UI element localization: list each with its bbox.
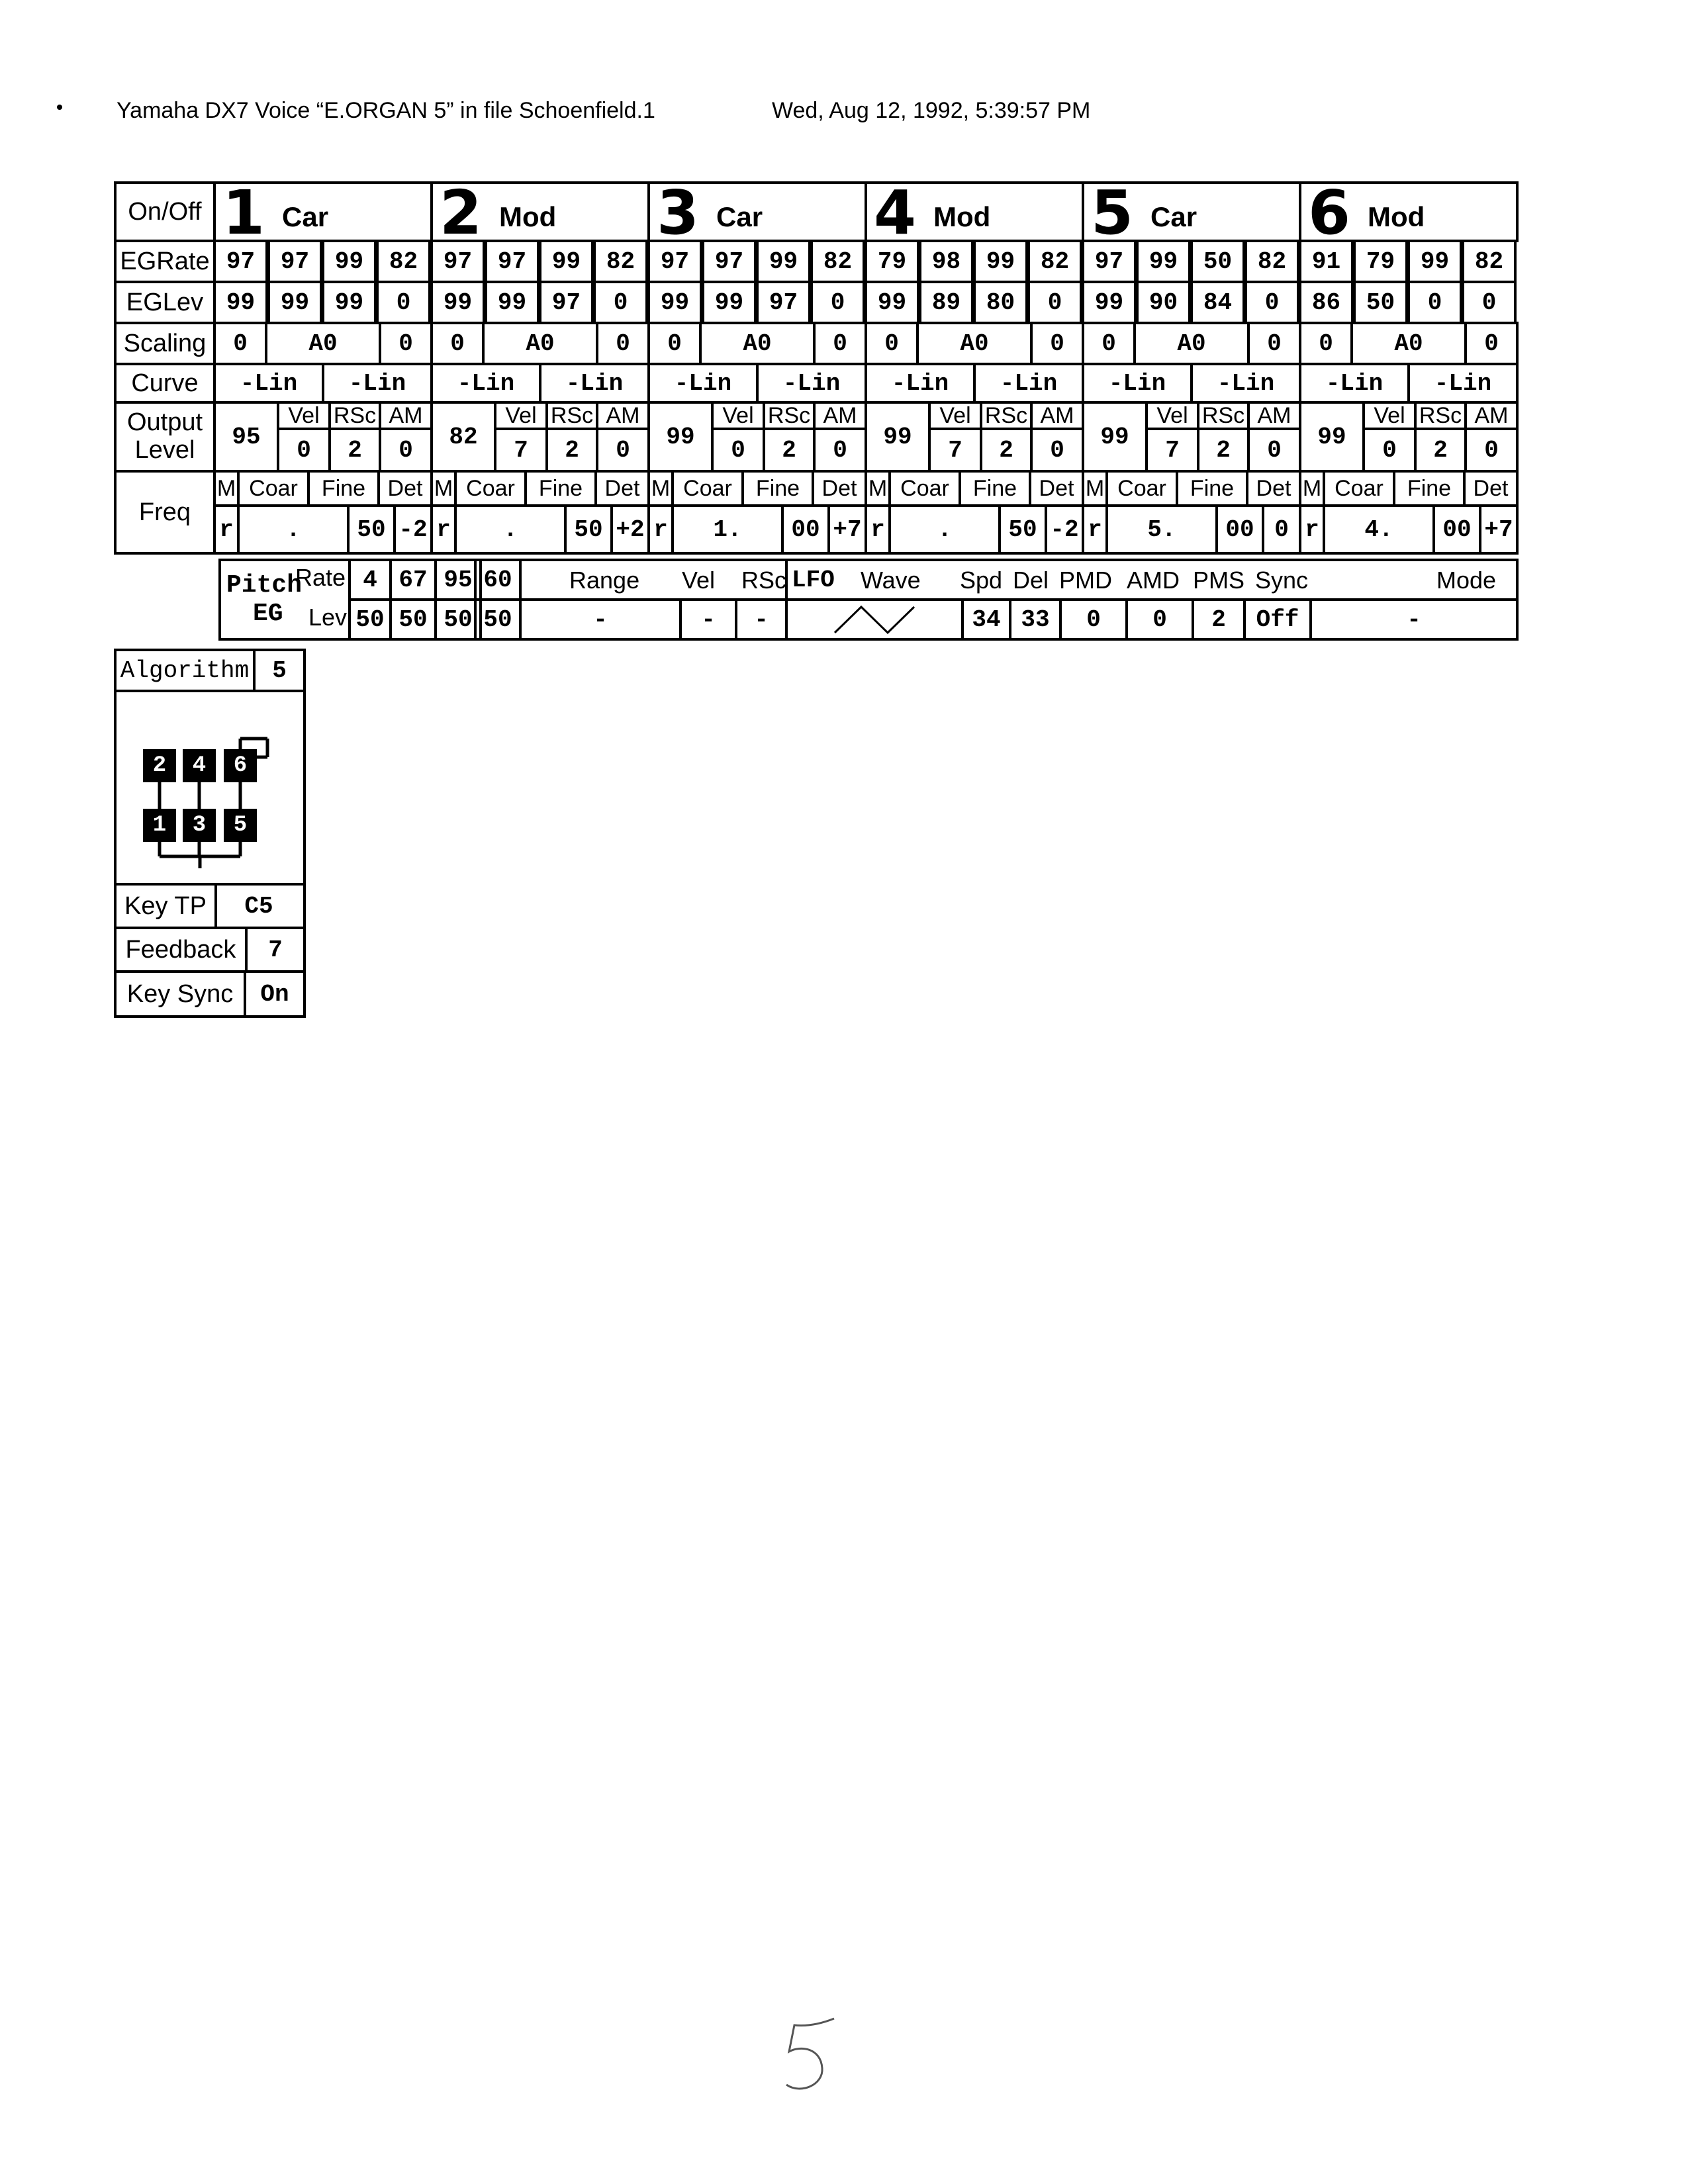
algorithm-operator-box: 1	[143, 809, 176, 842]
operator-type: Car	[716, 201, 763, 232]
vel-sensitivity-value: 0	[277, 428, 331, 473]
scaling-right-depth: 0	[813, 322, 867, 365]
egrate-value: 97	[485, 240, 539, 283]
egrate-value: 79	[1353, 240, 1408, 283]
algorithm-number: 5	[253, 649, 306, 692]
freq-coarse-value: .	[888, 504, 1001, 555]
freq-mode-header: M	[865, 470, 891, 507]
eglev-value: 0	[1244, 281, 1299, 324]
freq-mode-header: M	[430, 470, 457, 507]
freq-detune-value: -2	[393, 504, 433, 555]
freq-detune-header: Det	[377, 470, 433, 507]
freq-fine-value: 00	[1432, 504, 1481, 555]
pitch-label: Pitch	[226, 571, 303, 600]
vel-header: Vel	[277, 401, 331, 430]
pitch-eg-rate: 60	[474, 559, 522, 601]
freq-fine-header: Fine	[307, 470, 380, 507]
lfo-sync-value: Off	[1243, 598, 1312, 641]
print-timestamp: Wed, Aug 12, 1992, 5:39:57 PM	[772, 98, 1091, 123]
eglev-value: 84	[1190, 281, 1245, 324]
output-level-value: 99	[1299, 401, 1365, 473]
scaling-right-depth: 0	[596, 322, 650, 365]
freq-fine-value: 50	[347, 504, 396, 555]
scaling-right-depth: 0	[1030, 322, 1084, 365]
rsc-header: RSc	[980, 401, 1033, 430]
scaling-left-depth: 0	[1299, 322, 1353, 365]
eglev-value: 99	[322, 281, 377, 324]
freq-detune-header: Det	[1246, 470, 1301, 507]
curve-right: -Lin	[1190, 363, 1301, 404]
output-level-value: 99	[647, 401, 714, 473]
algorithm-operator-box: 2	[143, 749, 176, 782]
algorithm-diagram	[114, 690, 306, 886]
egrate-value: 82	[593, 240, 648, 283]
row-label-freq: Freq	[114, 470, 216, 555]
egrate-value: 97	[647, 240, 702, 283]
freq-coarse-header: Coar	[671, 470, 744, 507]
rate-scaling-value: 2	[1414, 428, 1467, 473]
scaling-break-point: A0	[265, 322, 381, 365]
scaling-break-point: A0	[699, 322, 816, 365]
document-title: Yamaha DX7 Voice “E.ORGAN 5” in file Schoenfield.1	[117, 98, 655, 123]
scan-speck	[57, 105, 62, 110]
pitch-rsc-value: -	[735, 598, 788, 641]
eglev-value: 99	[647, 281, 702, 324]
scaling-break-point: A0	[1133, 322, 1250, 365]
triangle-wave-icon	[831, 603, 917, 636]
operator-number: 6	[1308, 181, 1351, 242]
pitch-eg-level: 50	[389, 598, 437, 641]
rate-scaling-value: 2	[1197, 428, 1250, 473]
pitch-rsc-label: RSc	[741, 567, 787, 594]
scaling-break-point: A0	[482, 322, 598, 365]
operator-3-header	[647, 181, 867, 242]
am-header: AM	[1247, 401, 1301, 430]
egrate-value: 99	[539, 240, 594, 283]
vel-header: Vel	[1145, 401, 1199, 430]
eglev-value: 97	[756, 281, 811, 324]
operator-type: Mod	[933, 201, 991, 232]
am-header: AM	[596, 401, 650, 430]
algorithm-operator-box: 6	[224, 749, 257, 782]
egrate-value: 99	[1136, 240, 1191, 283]
am-header: AM	[1030, 401, 1084, 430]
eglev-value: 99	[1082, 281, 1137, 324]
freq-coarse-header: Coar	[888, 470, 961, 507]
egrate-value: 99	[973, 240, 1028, 283]
rsc-header: RSc	[1414, 401, 1467, 430]
freq-detune-value: +2	[610, 504, 650, 555]
freq-mode-header: M	[647, 470, 674, 507]
handwritten-number	[774, 2012, 847, 2098]
lfo-pmd-label: PMD	[1059, 567, 1112, 594]
freq-fine-header: Fine	[524, 470, 597, 507]
am-header: AM	[1464, 401, 1519, 430]
eglev-value: 0	[593, 281, 648, 324]
eglev-value: 0	[810, 281, 865, 324]
egrate-value: 97	[267, 240, 322, 283]
pitch-eg-rate: 4	[348, 559, 392, 601]
egrate-value: 82	[810, 240, 865, 283]
eglev-value: 0	[376, 281, 431, 324]
freq-mode-value: r	[213, 504, 240, 555]
pitch-lev-label: Lev	[308, 604, 348, 631]
vel-sensitivity-value: 7	[494, 428, 548, 473]
curve-right: -Lin	[1407, 363, 1519, 404]
freq-detune-value: 0	[1262, 504, 1301, 555]
freq-detune-header: Det	[812, 470, 867, 507]
lfo-mode-value: -	[1309, 598, 1519, 641]
freq-mode-value: r	[647, 504, 674, 555]
vel-header: Vel	[711, 401, 765, 430]
algorithm-operator-box: 4	[183, 749, 216, 782]
vel-header: Vel	[494, 401, 548, 430]
freq-mode-header: M	[1082, 470, 1108, 507]
operator-number: 3	[657, 181, 700, 242]
eglev-value: 97	[539, 281, 594, 324]
eglev-value: 99	[485, 281, 539, 324]
lfo-pms-label: PMS	[1193, 567, 1245, 594]
row-label-curve: Curve	[114, 363, 216, 404]
vel-sensitivity-value: 7	[1145, 428, 1199, 473]
freq-mode-header: M	[1299, 470, 1325, 507]
algorithm-panel	[114, 649, 306, 1018]
pitch-range-value: -	[519, 598, 682, 641]
rsc-header: RSc	[1197, 401, 1250, 430]
egrate-value: 99	[1407, 240, 1462, 283]
eglev-value: 99	[213, 281, 268, 324]
freq-coarse-header: Coar	[454, 470, 527, 507]
freq-fine-header: Fine	[1176, 470, 1248, 507]
freq-fine-header: Fine	[741, 470, 814, 507]
lfo-speed-value: 34	[961, 598, 1011, 641]
freq-coarse-header: Coar	[1105, 470, 1178, 507]
operator-number: 2	[440, 181, 483, 242]
freq-fine-header: Fine	[959, 470, 1031, 507]
am-header: AM	[379, 401, 433, 430]
curve-left: -Lin	[1299, 363, 1410, 404]
operator-number: 4	[874, 181, 917, 242]
freq-fine-value: 50	[564, 504, 613, 555]
freq-detune-value: +7	[1479, 504, 1519, 555]
operator-type: Car	[1150, 201, 1197, 232]
lfo-label: LFO	[792, 567, 835, 594]
freq-coarse-value: 5.	[1105, 504, 1218, 555]
freq-mode-value: r	[1299, 504, 1325, 555]
am-sensitivity-value: 0	[1464, 428, 1519, 473]
lfo-pms-value: 2	[1192, 598, 1246, 641]
freq-mode-header: M	[213, 470, 240, 507]
eglev-value: 99	[430, 281, 485, 324]
lfo-delay-value: 33	[1009, 598, 1062, 641]
vel-header: Vel	[928, 401, 982, 430]
lfo-del-label: Del	[1013, 567, 1049, 594]
rate-scaling-value: 2	[980, 428, 1033, 473]
freq-coarse-value: 4.	[1323, 504, 1435, 555]
pitch-eg-rate: 95	[434, 559, 482, 601]
freq-detune-header: Det	[1463, 470, 1519, 507]
pitch-vel-value: -	[679, 598, 737, 641]
egrate-value: 97	[430, 240, 485, 283]
rate-scaling-value: 2	[545, 428, 598, 473]
output-label: Output	[126, 408, 203, 437]
eglev-value: 86	[1299, 281, 1354, 324]
rsc-header: RSc	[763, 401, 816, 430]
operator-type: Mod	[499, 201, 557, 232]
rate-scaling-value: 2	[328, 428, 381, 473]
scaling-left-depth: 0	[647, 322, 702, 365]
pitch-eg-rate: 67	[389, 559, 437, 601]
operator-1-header	[213, 181, 433, 242]
algorithm-operator-box: 3	[183, 809, 216, 842]
curve-right: -Lin	[539, 363, 650, 404]
lfo-amd-value: 0	[1125, 598, 1194, 641]
pitch-eg-lfo-panel	[218, 559, 1519, 641]
scaling-break-point: A0	[916, 322, 1033, 365]
egrate-value: 50	[1190, 240, 1245, 283]
egrate-value: 97	[1082, 240, 1137, 283]
curve-right: -Lin	[756, 363, 867, 404]
rate-scaling-value: 2	[763, 428, 816, 473]
operator-type: Mod	[1368, 201, 1425, 232]
scaling-left-depth: 0	[1082, 322, 1136, 365]
egrate-value: 82	[376, 240, 431, 283]
algorithm-operator-box: 5	[224, 809, 257, 842]
eglev-value: 89	[919, 281, 974, 324]
curve-right: -Lin	[322, 363, 433, 404]
row-label-egrate: EGRate	[114, 240, 216, 283]
operator-4-header	[865, 181, 1084, 242]
key-sync-value: On	[244, 970, 306, 1018]
row-label-eglev: EGLev	[114, 281, 216, 324]
am-sensitivity-value: 0	[1247, 428, 1301, 473]
egrate-value: 99	[756, 240, 811, 283]
output-level-value: 99	[865, 401, 931, 473]
operator-5-header	[1082, 181, 1301, 242]
eglev-value: 0	[1407, 281, 1462, 324]
scaling-break-point: A0	[1350, 322, 1467, 365]
vel-sensitivity-value: 0	[1362, 428, 1417, 473]
lfo-mode-label: Mode	[1436, 567, 1497, 594]
scaling-right-depth: 0	[1464, 322, 1519, 365]
lfo-spd-label: Spd	[960, 567, 1003, 594]
eglev-value: 90	[1136, 281, 1191, 324]
output-level-value: 99	[1082, 401, 1148, 473]
scaling-left-depth: 0	[865, 322, 919, 365]
am-header: AM	[813, 401, 867, 430]
curve-left: -Lin	[647, 363, 759, 404]
am-sensitivity-value: 0	[1030, 428, 1084, 473]
freq-detune-header: Det	[1029, 470, 1084, 507]
key-transpose-label: Key TP	[114, 883, 217, 929]
curve-left: -Lin	[430, 363, 541, 404]
lfo-wave-label: Wave	[861, 567, 921, 594]
operator-2-header	[430, 181, 650, 242]
egrate-value: 79	[865, 240, 919, 283]
vel-header: Vel	[1362, 401, 1417, 430]
scaling-left-depth: 0	[430, 322, 485, 365]
key-sync-label: Key Sync	[114, 970, 246, 1018]
level-label: Level	[134, 436, 195, 464]
freq-fine-header: Fine	[1393, 470, 1466, 507]
pitch-eg-level: 50	[474, 598, 522, 641]
freq-mode-value: r	[430, 504, 457, 555]
am-sensitivity-value: 0	[596, 428, 650, 473]
pitch-eg-level: 50	[348, 598, 392, 641]
feedback-label: Feedback	[114, 927, 248, 973]
row-label-onoff: On/Off	[114, 181, 216, 242]
freq-detune-value: -2	[1045, 504, 1084, 555]
egrate-value: 82	[1244, 240, 1299, 283]
eglev-value: 99	[865, 281, 919, 324]
curve-right: -Lin	[973, 363, 1084, 404]
freq-coarse-header: Coar	[237, 470, 310, 507]
freq-detune-value: +7	[827, 504, 867, 555]
row-label-output-level	[114, 401, 216, 473]
operator-number: 1	[222, 181, 265, 242]
freq-coarse-value: 1.	[671, 504, 784, 555]
pitch-range-label: Range	[569, 567, 640, 594]
operator-type: Car	[282, 201, 329, 232]
eglev-value: 0	[1027, 281, 1082, 324]
eglev-value: 99	[267, 281, 322, 324]
feedback-value: 7	[245, 927, 306, 973]
freq-fine-value: 00	[1215, 504, 1264, 555]
curve-left: -Lin	[1082, 363, 1193, 404]
operator-grid	[114, 181, 1519, 555]
pitch-vel-label: Vel	[682, 567, 716, 594]
am-sensitivity-value: 0	[813, 428, 867, 473]
lfo-wave-value	[785, 598, 964, 641]
freq-detune-header: Det	[594, 470, 650, 507]
egrate-value: 98	[919, 240, 974, 283]
freq-mode-value: r	[865, 504, 891, 555]
operator-number: 5	[1091, 181, 1134, 242]
scaling-right-depth: 0	[379, 322, 433, 365]
egrate-value: 82	[1027, 240, 1082, 283]
scaling-right-depth: 0	[1247, 322, 1301, 365]
egrate-value: 97	[702, 240, 757, 283]
lfo-pmd-value: 0	[1059, 598, 1128, 641]
egrate-value: 91	[1299, 240, 1354, 283]
freq-coarse-value: .	[454, 504, 567, 555]
row-label-scaling: Scaling	[114, 322, 216, 365]
curve-left: -Lin	[865, 363, 976, 404]
am-sensitivity-value: 0	[379, 428, 433, 473]
curve-left: -Lin	[213, 363, 324, 404]
rsc-header: RSc	[328, 401, 381, 430]
egrate-value: 82	[1462, 240, 1517, 283]
eg-label: EG	[253, 600, 283, 628]
output-level-value: 95	[213, 401, 279, 473]
freq-fine-value: 50	[998, 504, 1047, 555]
vel-sensitivity-value: 0	[711, 428, 765, 473]
operator-6-header	[1299, 181, 1519, 242]
lfo-sync-label: Sync	[1255, 567, 1309, 594]
eglev-value: 99	[702, 281, 757, 324]
freq-mode-value: r	[1082, 504, 1108, 555]
vel-sensitivity-value: 7	[928, 428, 982, 473]
eglev-value: 80	[973, 281, 1028, 324]
rsc-header: RSc	[545, 401, 598, 430]
freq-coarse-header: Coar	[1323, 470, 1395, 507]
output-level-value: 82	[430, 401, 496, 473]
pitch-rate-label: Rate	[295, 564, 346, 591]
freq-coarse-value: .	[237, 504, 350, 555]
pitch-eg-level: 50	[434, 598, 482, 641]
key-transpose-value: C5	[214, 883, 306, 929]
eglev-value: 0	[1462, 281, 1517, 324]
eglev-value: 50	[1353, 281, 1408, 324]
egrate-value: 99	[322, 240, 377, 283]
lfo-amd-label: AMD	[1127, 567, 1180, 594]
freq-fine-value: 00	[781, 504, 830, 555]
scaling-left-depth: 0	[213, 322, 267, 365]
egrate-value: 97	[213, 240, 268, 283]
algorithm-label: Algorithm	[114, 649, 256, 692]
